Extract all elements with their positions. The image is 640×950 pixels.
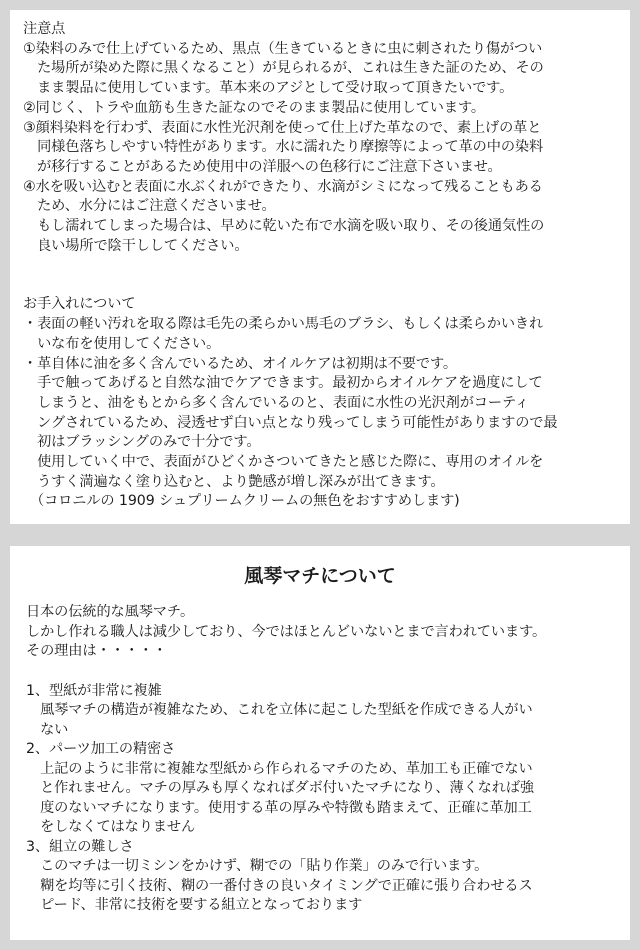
care-item <box>23 315 630 354</box>
intro-line-line: 日本の伝統的な風琴マチ。 <box>26 604 195 620</box>
reason-item-line: 3、組立の難しさ <box>26 838 134 855</box>
caution-item-line: 良い場所で陰干ししてください。 <box>23 237 249 254</box>
caution-item-line: ④水を吸い込むと表面に水ぶくれができたり、水滴がシミになって残ることもある <box>23 178 543 195</box>
caution-item <box>23 178 630 257</box>
care-item-line: しまうと、油をもとから多く含んでいるのと、表面に水性の光沢剤がコーティ <box>23 394 530 411</box>
caution-item <box>23 99 630 119</box>
intro-line-line: しかし作れる職人は減少しており、今ではほとんどいないとまで言われています。 <box>26 623 547 640</box>
reason-item-line: ピード、非常に技術を要する組立となっております <box>26 897 363 913</box>
care-item-line: 初はブラッシングのみで十分です。 <box>23 434 261 451</box>
caution-item-line: た場所が染めた際に黒くなること）が見られるが、これは生きた証のため、その <box>23 60 544 77</box>
care-item-line: ・革自体に油を多く含んでいるため、オイルケアは初期は不要です。 <box>23 355 458 372</box>
caution-item-line: ②同じく、トラや血筋も生きた証なのでそのまま製品に使用しています。 <box>23 99 486 116</box>
caution-item-line: が移行することがあるため使用中の洋服への色移行にご注意下さいませ。 <box>23 158 502 175</box>
cautions-panel <box>10 10 630 524</box>
care-item-line: （コロニルの 1909 シュプリームクリームの無色をおすすめします) <box>23 493 460 510</box>
gusset-intro <box>26 603 630 662</box>
caution-item-line: ③顔料染料を行わず、表面に水性光沢剤を使って仕上げた革なので、素上げの革と <box>23 119 542 136</box>
reason-item-line: をしなくてはなりません <box>26 819 196 835</box>
caution-item <box>23 40 630 99</box>
care-item-line: 使用していく中で、表面がひどくかさついてきたと感じた際に、専用のオイルを <box>23 454 544 471</box>
cautions-list <box>23 40 630 257</box>
reason-item <box>26 838 630 916</box>
gusset-title: 風琴マチについて <box>244 565 396 587</box>
care-heading: お手入れについて <box>23 296 136 313</box>
reason-item-line: 度のないマチになります。使用する革の厚みや特徴も踏まえて、正確に革加工 <box>26 799 532 816</box>
intro-line <box>26 603 630 623</box>
caution-item-line: もし濡れてしまった場合は、早めに乾いた布で水滴を吸い取り、その後通気性の <box>23 218 545 235</box>
care-item-line: いな布を使用してください。 <box>23 335 221 352</box>
caution-item <box>23 119 630 178</box>
intro-line-line: その理由は・・・・・ <box>26 643 167 659</box>
reason-item-line: ない <box>26 721 69 738</box>
reason-item <box>26 682 630 741</box>
intro-line <box>26 623 630 643</box>
reason-item-line: 2、パーツ加工の精密さ <box>26 741 176 757</box>
care-item <box>23 355 630 513</box>
caution-item-line: 同様色落ちしやすい特性があります。水に濡れたり摩擦等によって革の中の染料 <box>23 139 544 156</box>
care-item-line: ・表面の軽い汚れを取る際は毛先の柔らかい馬毛のブラシ、もしくは柔らかいきれ <box>23 316 544 333</box>
reason-item-line: このマチは一切ミシンをかけず、糊での「貼り作業」のみで行います。 <box>26 858 489 874</box>
gusset-panel <box>10 546 630 940</box>
reason-item-line: 糊を均等に引く技術、糊の一番付きの良いタイミングで正確に張り合わせるス <box>26 877 533 894</box>
intro-line <box>26 642 630 662</box>
care-item-line: 手で触ってあげると自然な油でケアできます。最初からオイルケアを過度にして <box>23 375 543 392</box>
reason-item-line: 上記のように非常に複雑な型紙から作られるマチのため、革加工も正確でない <box>26 760 533 777</box>
reason-item-line: と作れません。マチの厚みも厚くなればダボ付いたマチになり、薄くなれば強 <box>26 780 535 796</box>
caution-item-line: まま製品に使用しています。革本来のアジとして受け取って頂きたいです。 <box>23 80 514 97</box>
reason-item-line: 1、型紙が非常に複雑 <box>26 682 162 699</box>
caution-item-line: ため、水分にはご注意くださいませ。 <box>23 198 276 215</box>
caution-item-line: ①染料のみで仕上げているため、黒点（生きているときに虫に刺されたり傷がつい <box>23 40 543 57</box>
cautions-heading: 注意点 <box>23 21 66 37</box>
reason-item-line: 風琴マチの構造が複雑なため、これを立体に起こした型紙を作成できる人がい <box>26 702 533 718</box>
care-item-line: ングされているため、浸透せず白い点となり残ってしまう可能性がありますので最 <box>23 414 558 431</box>
reason-item <box>26 740 630 838</box>
care-list <box>23 315 630 512</box>
care-item-line: うすく満遍なく塗り込むと、より艶感が増し深みが出てきます。 <box>23 473 445 490</box>
gusset-reasons <box>26 682 630 916</box>
